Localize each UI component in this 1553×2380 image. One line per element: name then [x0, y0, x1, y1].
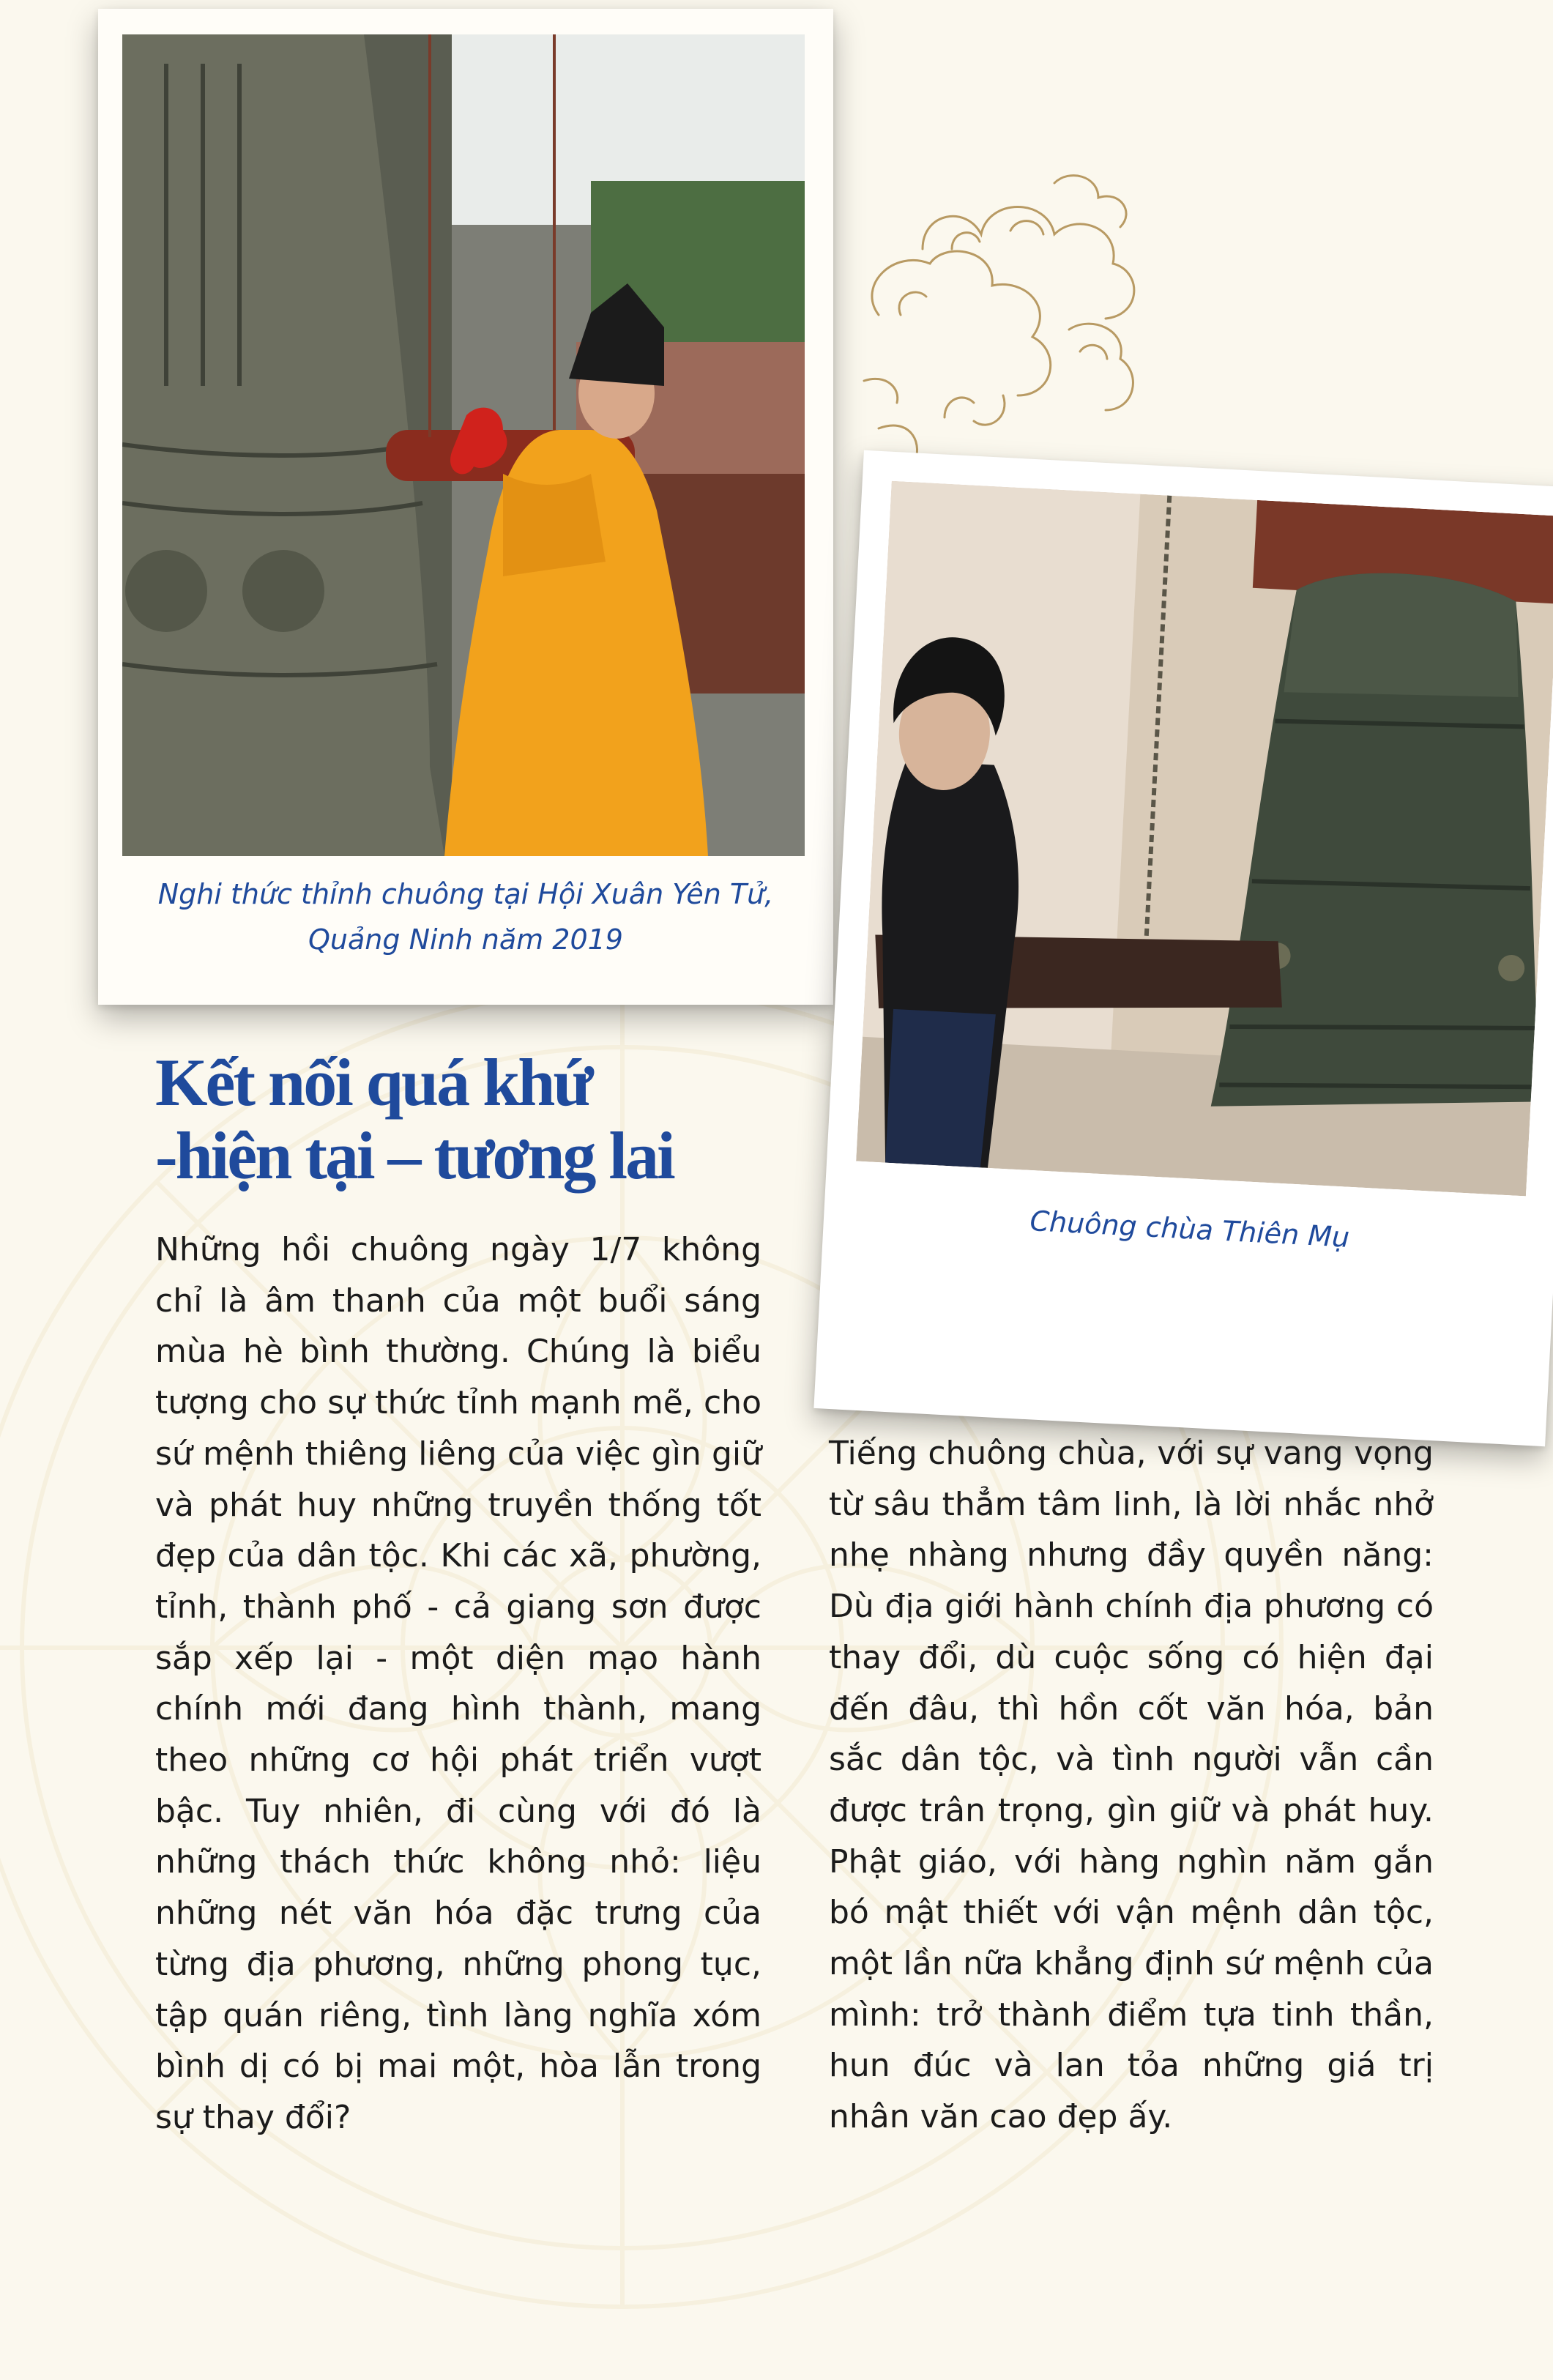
heading-line-2: -hiện tại – tương lai: [155, 1118, 674, 1193]
photo-bell-ceremony-yen-tu: [122, 34, 805, 856]
paragraph-left: Những hồi chuông ngày 1/7 không chỉ là âm thanh của một buổi sáng mùa hè bình thường. Chúng là biểu tượng cho sự thức tỉnh mạnh mẽ, cho sứ mệnh thiêng liêng của việc gìn giữ và phát huy những truyền thống tốt đẹp của dân tộc. Khi các xã, phường, tỉnh, thành phố - cả giang sơn được sắp xếp lại - một diện mạo hành chính mới đang hình thành, mang theo những cơ hội phát triển vượt bậc. Tuy nhiên, đi cùng với đó là những thách thức không nhỏ: liệu những nét văn hóa đặc trưng của từng địa phương, những phong tục, tập quán riêng, tình làng nghĩa xóm bình dị có bị mai một, hòa lẫn trong sự thay đổi?: [155, 1231, 761, 2136]
photo-thien-mu-bell: [856, 481, 1553, 1197]
photo-card-yen-tu: [98, 9, 833, 1005]
photo-caption-yen-tu: [120, 871, 811, 962]
heading-line-1: Kết nối quá khứ: [155, 1045, 592, 1120]
photo-card-thien-mu: [813, 450, 1553, 1447]
section-heading: [155, 1046, 887, 1192]
cloud-ornament-icon: [835, 139, 1186, 491]
caption-line-2: Quảng Ninh năm 2019: [308, 923, 623, 956]
caption-line-1: Nghi thức thỉnh chuông tại Hội Xuân Yên Tử,: [157, 878, 774, 910]
paragraph-right: Tiếng chuông chùa, với sự vang vọng từ sâu thẳm tâm linh, là lời nhắc nhở nhẹ nhàng nhưng đầy quyền năng: Dù địa giới hành chính địa phương có thay đổi, dù cuộc sống có hiện đại đến đâu, thì hồn cốt văn hóa, bản sắc dân tộc, và tình người vẫn cần được trân trọng, gìn giữ và phát huy. Phật giáo, với hàng nghìn năm gắn bó mật thiết với vận mệnh dân tộc, một lần nữa khẳng định sứ mệnh của mình: trở thành điểm tựa tinh thần, hun đúc và lan tỏa những giá trị nhân văn cao đẹp ấy.: [829, 1435, 1434, 2136]
photo-caption-thien-mu: Chuông chùa Thiên Mụ: [1029, 1205, 1351, 1254]
